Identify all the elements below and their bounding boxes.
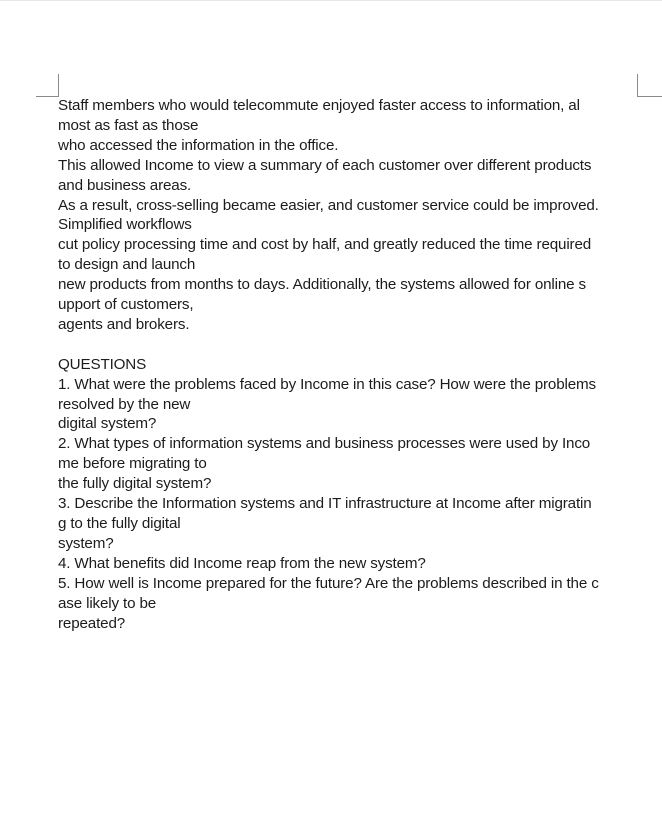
body-line: most as fast as those: [58, 116, 199, 134]
question-line: me before migrating to: [58, 455, 207, 473]
question-line: 2. What types of information systems and business processes were used by Inco: [58, 435, 591, 453]
question-line: 5. How well is Income prepared for the future? Are the problems described in the c: [58, 574, 599, 592]
question-line: 4. What benefits did Income reap from the new system?: [58, 554, 426, 572]
document-text: [58, 96, 648, 633]
body-line: Staff members who would telecommute enjoyed faster access to information, al: [58, 97, 580, 114]
question-line: g to the fully digital: [58, 515, 181, 533]
body-line: This allowed Income to view a summary of each customer over different products: [58, 156, 592, 174]
body-line: who accessed the information in the office.: [58, 136, 339, 154]
question-line: digital system?: [58, 415, 157, 433]
questions-heading: QUESTIONS: [58, 355, 147, 373]
question-line: the fully digital system?: [58, 475, 212, 493]
body-line: to design and launch: [58, 256, 196, 274]
body-line: new products from months to days. Additionally, the systems allowed for online s: [58, 276, 586, 294]
body-line: and business areas.: [58, 176, 192, 194]
question-line: system?: [58, 534, 114, 552]
body-line: As a result, cross-selling became easier, and customer service could be improved.: [58, 196, 599, 214]
question-line: repeated?: [58, 614, 126, 632]
body-line: agents and brokers.: [58, 315, 190, 333]
question-line: 3. Describe the Information systems and IT infrastructure at Income after migratin: [58, 495, 592, 513]
question-line: ase likely to be: [58, 594, 157, 612]
body-line: upport of customers,: [58, 296, 194, 314]
crop-mark-top-left: [36, 74, 59, 97]
blank-line: [58, 335, 648, 355]
body-line: Simplified workflows: [58, 216, 192, 234]
question-line: resolved by the new: [58, 395, 191, 413]
body-line: cut policy processing time and cost by half, and greatly reduced the time required: [58, 236, 592, 254]
question-line: 1. What were the problems faced by Income in this case? How were the problems: [58, 375, 596, 393]
crop-mark-top-right: [637, 74, 662, 97]
